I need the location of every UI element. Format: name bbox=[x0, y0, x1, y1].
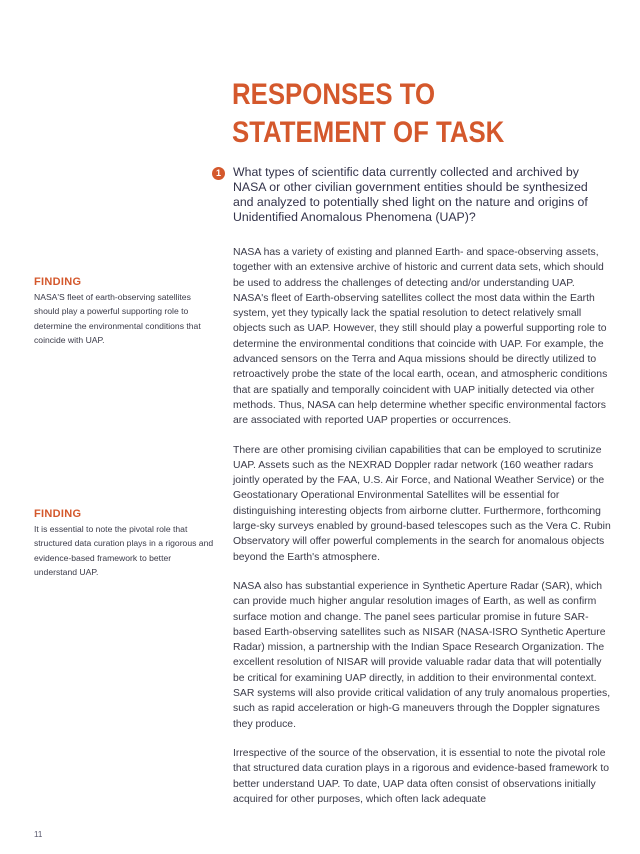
page-number: 11 bbox=[34, 830, 43, 839]
body-paragraph-2: There are other promising civilian capabilities that can be employed to scrutinize UAP. Assets such as the NEXRAD Doppler radar network (160 weather radars jointly operated by the FAA, U.S. Air Force, and National Weather Service) or the Geostationary Operational Environmental Satellites will be essential for distinguishing interesting objects from airborne clutter. Furthermore, forthcoming large-sky surveys enabled by ground-based telescopes such as the Vera C. Rubin Observatory will offer powerful complements in the search for anomalous objects beyond the Earth's atmosphere. bbox=[233, 444, 611, 563]
page-title: RESPONSES TO STATEMENT OF TASK bbox=[232, 78, 505, 149]
finding-label: FINDING bbox=[34, 508, 82, 520]
body-paragraph-4: Irrespective of the source of the observation, it is essential to note the pivotal role that structured data curation plays in a rigorous and evidence-based framework to better understand UAP. To date, UAP data often consist of observations initially acquired for other purposes, which often lack adequate bbox=[233, 747, 610, 805]
finding-label: FINDING bbox=[34, 276, 82, 288]
finding-callout-1 bbox=[34, 275, 214, 348]
question-number-badge: 1 bbox=[212, 167, 225, 180]
finding-text: NASA'S fleet of earth-observing satellites should play a powerful supporting role to determine the environmental conditions that coincide with UAP. bbox=[34, 292, 201, 346]
body-text-column bbox=[233, 245, 613, 821]
body-paragraph-1: NASA has a variety of existing and planned Earth- and space-observing assets, together with an extensive archive of historic and current data sets, which should be used to address the challenges of detecting and/or understanding UAP. NASA's fleet of Earth-observing satellites collect the most data within the Earth system, yet they typically lack the spatial resolution to detect relatively small objects such as UAP. However, they still should play a powerful supporting role to determine the environmental conditions that coincide with UAP. For example, the advanced sensors on the Terra and Aqua missions should be directly utilized to retroactively probe the state of the local earth, ocean, and atmospheric conditions that are spatially and temporally coincident with UAP initially detected via other methods. Thus, NASA can help determine whether specific environmental factors are associated with reported UAP properties or occurrences. bbox=[233, 247, 608, 427]
body-paragraph-3: NASA also has substantial experience in Synthetic Aperture Radar (SAR), which can provide much higher angular resolution images of Earth, as well as confirm surface motion and change. The panel sees particular promise in future SAR-based Earth-observing satellites such as NISAR (NASA-ISRO Synthetic Aperture Radar) mission, a partnership with the Indian Space Research Organization. The excellent resolution of NISAR will provide valuable radar data that will potentially be critical for examining UAP directly, in addition to their environmental context. SAR systems will also provide critical validation of any truly anomalous properties, such as rapid acceleration or high-G maneuvers through the Doppler signatures they produce. bbox=[233, 580, 611, 730]
finding-text: It is essential to note the pivotal role that structured data curation plays in a rigorous and evidence-based framework to better understand UAP. bbox=[34, 524, 214, 578]
finding-callout-2 bbox=[34, 507, 214, 580]
question-text: What types of scientific data currently collected and archived by NASA or other civilian government entities should be synthesized and analyzed to potentially shed light on the nature and origins of Unidentified Anomalous Phenomena (UAP)? bbox=[233, 165, 588, 224]
